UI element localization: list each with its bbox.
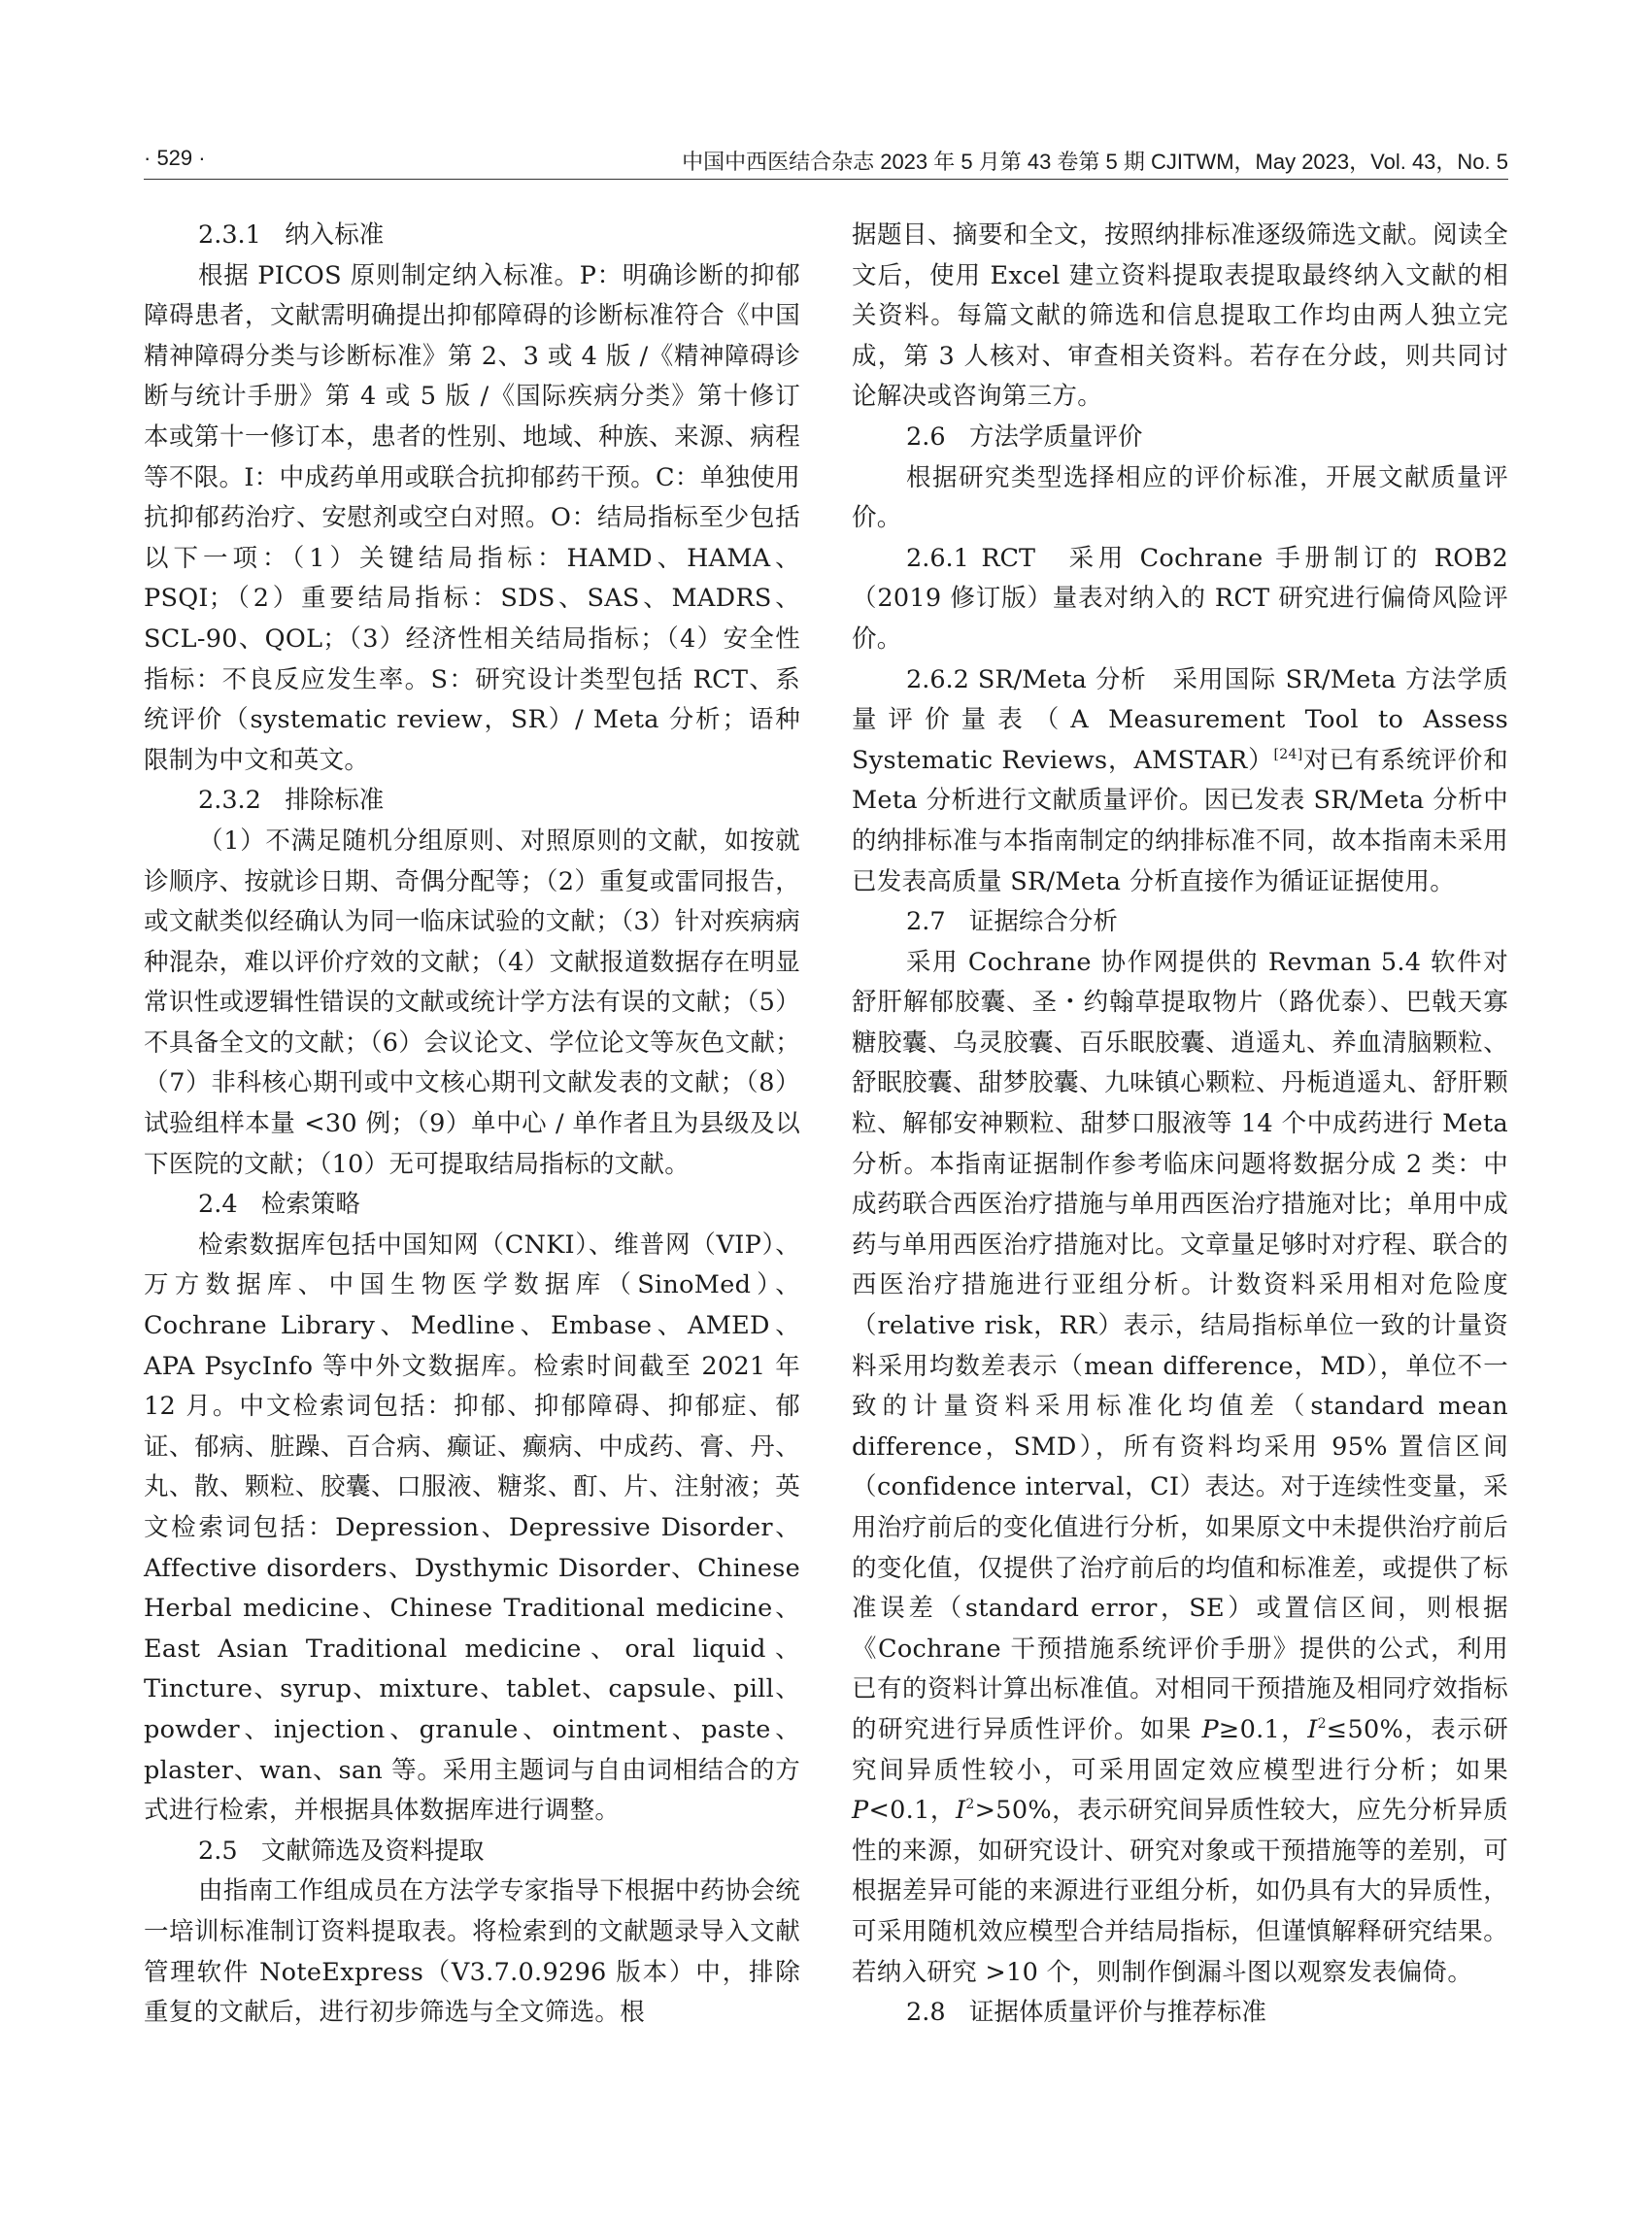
paragraph-quality-assessment: 根据研究类型选择相应的评价标准，开展文献质量评价。 [852, 462, 1508, 533]
symbol-i-2: I [956, 1796, 966, 1826]
sr-meta-text-b: 对已有系统评价和 Meta 分析进行文献质量评价。因已发表 SR/Meta 分析中的纳排标准与本指南制定的纳排标准不同，故本指南未采用已发表高质量 SR/Meta 分析直接作为循证证据使用。 [852, 745, 1508, 896]
rct-text: 采用 Cochrane 手册制订的 ROB2（2019 修订版）量表对纳入的 RCT 研究进行偏倚风险评价。 [852, 543, 1508, 654]
paragraph-screening-continued: 据题目、摘要和全文，按照纳排标准逐级筛选文献。阅读全文后，使用 Excel 建立资料提取表提取最终纳入文献的相关资料。每篇文献的筛选和信息提取工作均由两人独立完成，第 3 人核对、审查相关资料。若存在分歧，则共同讨论解决或咨询第三方。 [852, 220, 1508, 412]
subheading-2-6-2: 2.6.2 SR/Meta 分析 [906, 664, 1147, 694]
synthesis-text-e: >50%，表示研究间异质性较大，应先分析异质性的来源，如研究设计、研究对象或干预措施等的差别，可根据差异可能的来源进行亚组分析，如仍具有大的异质性，可采用随机效应模型合并结局指标，但谨慎解释研究结果。若纳入研究 >10 个，则制作倒漏斗图以观察发表偏倚。 [852, 1796, 1508, 1987]
page-number: · 529 · [144, 146, 206, 170]
synthesis-text-b: ≥0.1， [1218, 1714, 1308, 1744]
symbol-i: I [1307, 1714, 1318, 1744]
paragraph-screening: 由指南工作组成员在方法学专家指导下根据中药协会统一培训标准制订资料提取表。将检索到的文献题录导入文献管理软件 NoteExpress（V3.7.0.9296 版本）中，排除重复的文献后，进行初步筛选与全文筛选。根 [144, 1876, 800, 2028]
running-header [144, 146, 1508, 180]
section-heading-2-6: 2.6 方法学质量评价 [906, 421, 1143, 452]
paragraph-sr-meta [852, 660, 1508, 903]
paragraph-exclusion-criteria: （1）不满足随机分组原则、对照原则的文献，如按就诊顺序、按就诊日期、奇偶分配等；（2）重复或雷同报告，或文献类似经确认为同一临床试验的文献；（3）针对疾病病种混杂，难以评价疗效的文献；（4）文献报道数据存在明显常识性或逻辑性错误的文献或统计学方法有误的文献；（5）不具备全文的文献；（6）会议论文、学位论文等灰色文献；（7）非科核心期刊或中文核心期刊文献发表的文献；（8）试验组样本量 <30 例；（9）单中心 / 单作者且为县级及以下医院的文献；（10）无可提取结局指标的文献。 [144, 826, 800, 1179]
paragraph-inclusion-criteria: 根据 PICOS 原则制定纳入标准。P：明确诊断的抑郁障碍患者，文献需明确提出抑郁障碍的诊断标准符合《中国精神障碍分类与诊断标准》第 2、3 或 4 版 /《精神障碍诊断与统计手册》第 4 或 5 版 /《国际疾病分类》第十修订本或第十一修订本，患者的性别、地域、种族、来源、病程等不限。I：中成药单用或联合抗抑郁药干预。C：单独使用抗抑郁药治疗、安慰剂或空白对照。O：结局指标至少包括以下一项：（1）关键结局指标：HAMD、HAMA、PSQI；（2）重要结局指标：SDS、SAS、MADRS、SCL-90、QOL；（3）经济性相关结局指标；（4）安全性指标：不良反应发生率。S：研究设计类型包括 RCT、系统评价（systematic review，SR）/ Meta 分析；语种限制为中文和英文。 [144, 260, 800, 775]
synthesis-text-c: ≤50%，表示研究间异质性较小，可采用固定效应模型进行分析；如果 [852, 1714, 1508, 1785]
symbol-p: P [1201, 1714, 1219, 1744]
section-heading-2-5: 2.5 文献筛选及资料提取 [198, 1836, 485, 1866]
section-heading-2-3-2: 2.3.2 排除标准 [198, 786, 385, 816]
citation-24: [24] [1273, 746, 1303, 762]
sr-meta-text-a: 采用国际 SR/Meta 方法学质量评价量表（A Measurement Tool to Assess Systematic Reviews，AMSTAR） [852, 664, 1508, 775]
section-heading-2-3-1: 2.3.1 纳入标准 [198, 220, 385, 250]
subheading-2-6-1: 2.6.1 RCT [906, 543, 1036, 573]
superscript-2: 2 [1317, 1715, 1327, 1732]
section-heading-2-4: 2.4 检索策略 [198, 1190, 360, 1220]
journal-info: 中国中西医结合杂志 2023 年 5 月第 43 卷第 5 期 CJITWM，May 2023，Vol. 43，No. 5 [682, 150, 1508, 174]
superscript-2-b: 2 [965, 1797, 975, 1813]
left-column [144, 216, 800, 2034]
symbol-p-2: P [852, 1796, 869, 1826]
synthesis-text-d: <0.1， [868, 1796, 957, 1826]
section-heading-2-7: 2.7 证据综合分析 [906, 907, 1118, 937]
right-column [852, 216, 1508, 2034]
paragraph-evidence-synthesis [852, 943, 1508, 1993]
section-heading-2-8: 2.8 证据体质量评价与推荐标准 [906, 1998, 1266, 2028]
synthesis-text-a: 采用 Cochrane 协作网提供的 Revman 5.4 软件对舒肝解郁胶囊、圣・约翰草提取物片（路优泰）、巴戟天寡糖胶囊、乌灵胶囊、百乐眠胶囊、逍遥丸、养血清脑颗粒、舒眠胶囊、甜梦胶囊、九味镇心颗粒、丹栀逍遥丸、舒肝颗粒、解郁安神颗粒、甜梦口服液等 14 个中成药进行 Meta 分析。本指南证据制作参考临床问题将数据分成 2 类：中成药联合西医治疗措施与单用西医治疗措施对比；单用中成药与单用西医治疗措施对比。文章量足够时对疗程、联合的西医治疗措施进行亚组分析。计数资料采用相对危险度（relative risk，RR）表示，结局指标单位一致的计量资料采用均数差表示（mean difference，MD），单位不一致的计量资料采用标准化均值差（standard mean difference，SMD），所有资料均采用 95% 置信区间（confidence interval，CI）表达。对于连续性变量，采用治疗前后的变化值进行分析，如果原文中未提供治疗前后的变化值，仅提供了治疗前后的均值和标准差，或提供了标准误差（standard error，SE）或置信区间，则根据《Cochrane 干预措施系统评价手册》提供的公式，利用已有的资料计算出标准值。对相同干预措施及相同疗效指标的研究进行异质性评价。如果 [852, 947, 1508, 1744]
paragraph-rct [852, 539, 1508, 660]
paragraph-search-strategy: 检索数据库包括中国知网（CNKI）、维普网（VIP）、万方数据库、中国生物医学数据库（SinoMed）、Cochrane Library、Medline、Embase、AMED、APA PsycInfo 等中外文数据库。检索时间截至 2021 年 12 月。中文检索词包括：抑郁、抑郁障碍、抑郁症、郁证、郁病、脏躁、百合病、癫证、癫病、中成药、膏、丹、丸、散、颗粒、胶囊、口服液、糖浆、酊、片、注射液；英文检索词包括：Depression、Depressive Disorder、Affective disorders、Dysthymic Disorder、Chinese Herbal medicine、Chinese Traditional medicine、East Asian Traditional medicine、oral liquid、Tincture、syrup、mixture、tablet、capsule、pill、powder、injection、granule、ointment、paste、plaster、wan、san 等。采用主题词与自由词相结合的方式进行检索，并根据具体数据库进行调整。 [144, 1230, 800, 1826]
